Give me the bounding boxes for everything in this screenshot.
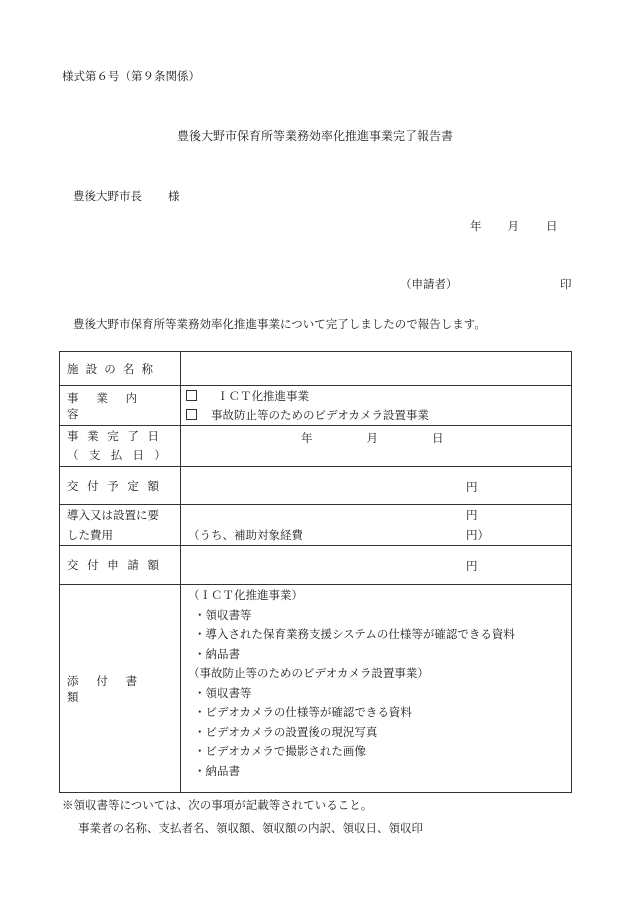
option-ict[interactable]: ＩＣＴ化推進事業 <box>181 387 571 406</box>
list-item: ・納品書 <box>194 646 240 661</box>
applicant-label: （申請者） <box>400 277 458 291</box>
list-item: ・領収書等 <box>194 607 252 622</box>
project-content-label: 事業内容 <box>60 386 181 426</box>
option-video-camera[interactable]: 事故防止等のためのビデオカメラ設置事業 <box>181 406 571 425</box>
checkbox-icon[interactable] <box>186 390 197 401</box>
addressee-name: 豊後大野市長 <box>73 189 142 203</box>
date-year: 年 <box>470 219 482 233</box>
attachments-label: 添付書類 <box>60 585 181 793</box>
seal-mark: 印 <box>560 277 572 291</box>
row-completion-date <box>60 426 572 467</box>
list-item: ・ビデオカメラの設置後の現況写真 <box>194 724 378 739</box>
facility-name-label: 施設の名称 <box>60 352 181 386</box>
document-title: 豊後大野市保育所等業務効率化推進事業完了報告書 <box>176 129 453 143</box>
intro-text: 豊後大野市保育所等業務効率化推進事業について完了しましたので報告します。 <box>73 317 486 331</box>
row-attachments <box>60 585 572 793</box>
addressee <box>73 188 180 204</box>
row-grant-request <box>60 546 572 585</box>
list-item: ・ビデオカメラの仕様等が確認できる資料 <box>194 705 412 719</box>
report-date <box>470 218 558 234</box>
checkbox-icon[interactable] <box>186 409 197 420</box>
grant-request-label: 交付申請額 <box>60 546 181 585</box>
completion-date-label: 事業完了日 （支払日） <box>60 426 181 467</box>
grant-planned-value[interactable]: 円 <box>181 467 572 505</box>
cost-label: 導入又は設置に要 した費用 <box>60 505 181 546</box>
list-item: ・ビデオカメラで撮影された画像 <box>194 744 366 758</box>
form-number: 様式第６号（第９条関係） <box>62 69 200 83</box>
row-facility-name <box>60 352 572 386</box>
project-content-options <box>181 386 572 426</box>
grant-request-value[interactable]: 円 <box>181 546 572 585</box>
completion-date-value[interactable]: 年 月 日 <box>181 426 572 467</box>
grant-planned-label: 交付予定額 <box>60 467 181 505</box>
note-receipt-items: 事業者の名称、支払者名、領収額、領収額の内訳、領収日、領収印 <box>78 821 423 835</box>
report-table <box>59 351 572 793</box>
row-grant-planned <box>60 467 572 505</box>
attachment-heading: （ＩＣＴ化推進事業） <box>188 588 303 602</box>
date-day: 日 <box>546 219 558 233</box>
attachment-heading: （事故防止等のためのビデオカメラ設置事業） <box>188 666 429 680</box>
addressee-honorific: 様 <box>168 189 180 203</box>
date-month: 月 <box>507 219 519 233</box>
list-item: ・納品書 <box>194 763 240 778</box>
list-item: ・導入された保育業務支援システムの仕様等が確認できる資料 <box>194 627 515 641</box>
cost-value[interactable]: 円 （うち、補助対象経費 円） <box>181 505 572 546</box>
row-cost <box>60 505 572 546</box>
note-receipt-requirement: ※領収書等については、次の事項が記載等されていること。 <box>62 798 373 812</box>
facility-name-value[interactable] <box>181 352 572 386</box>
row-project-content <box>60 386 572 426</box>
attachments-list <box>181 585 572 793</box>
list-item: ・領収書等 <box>194 685 252 700</box>
